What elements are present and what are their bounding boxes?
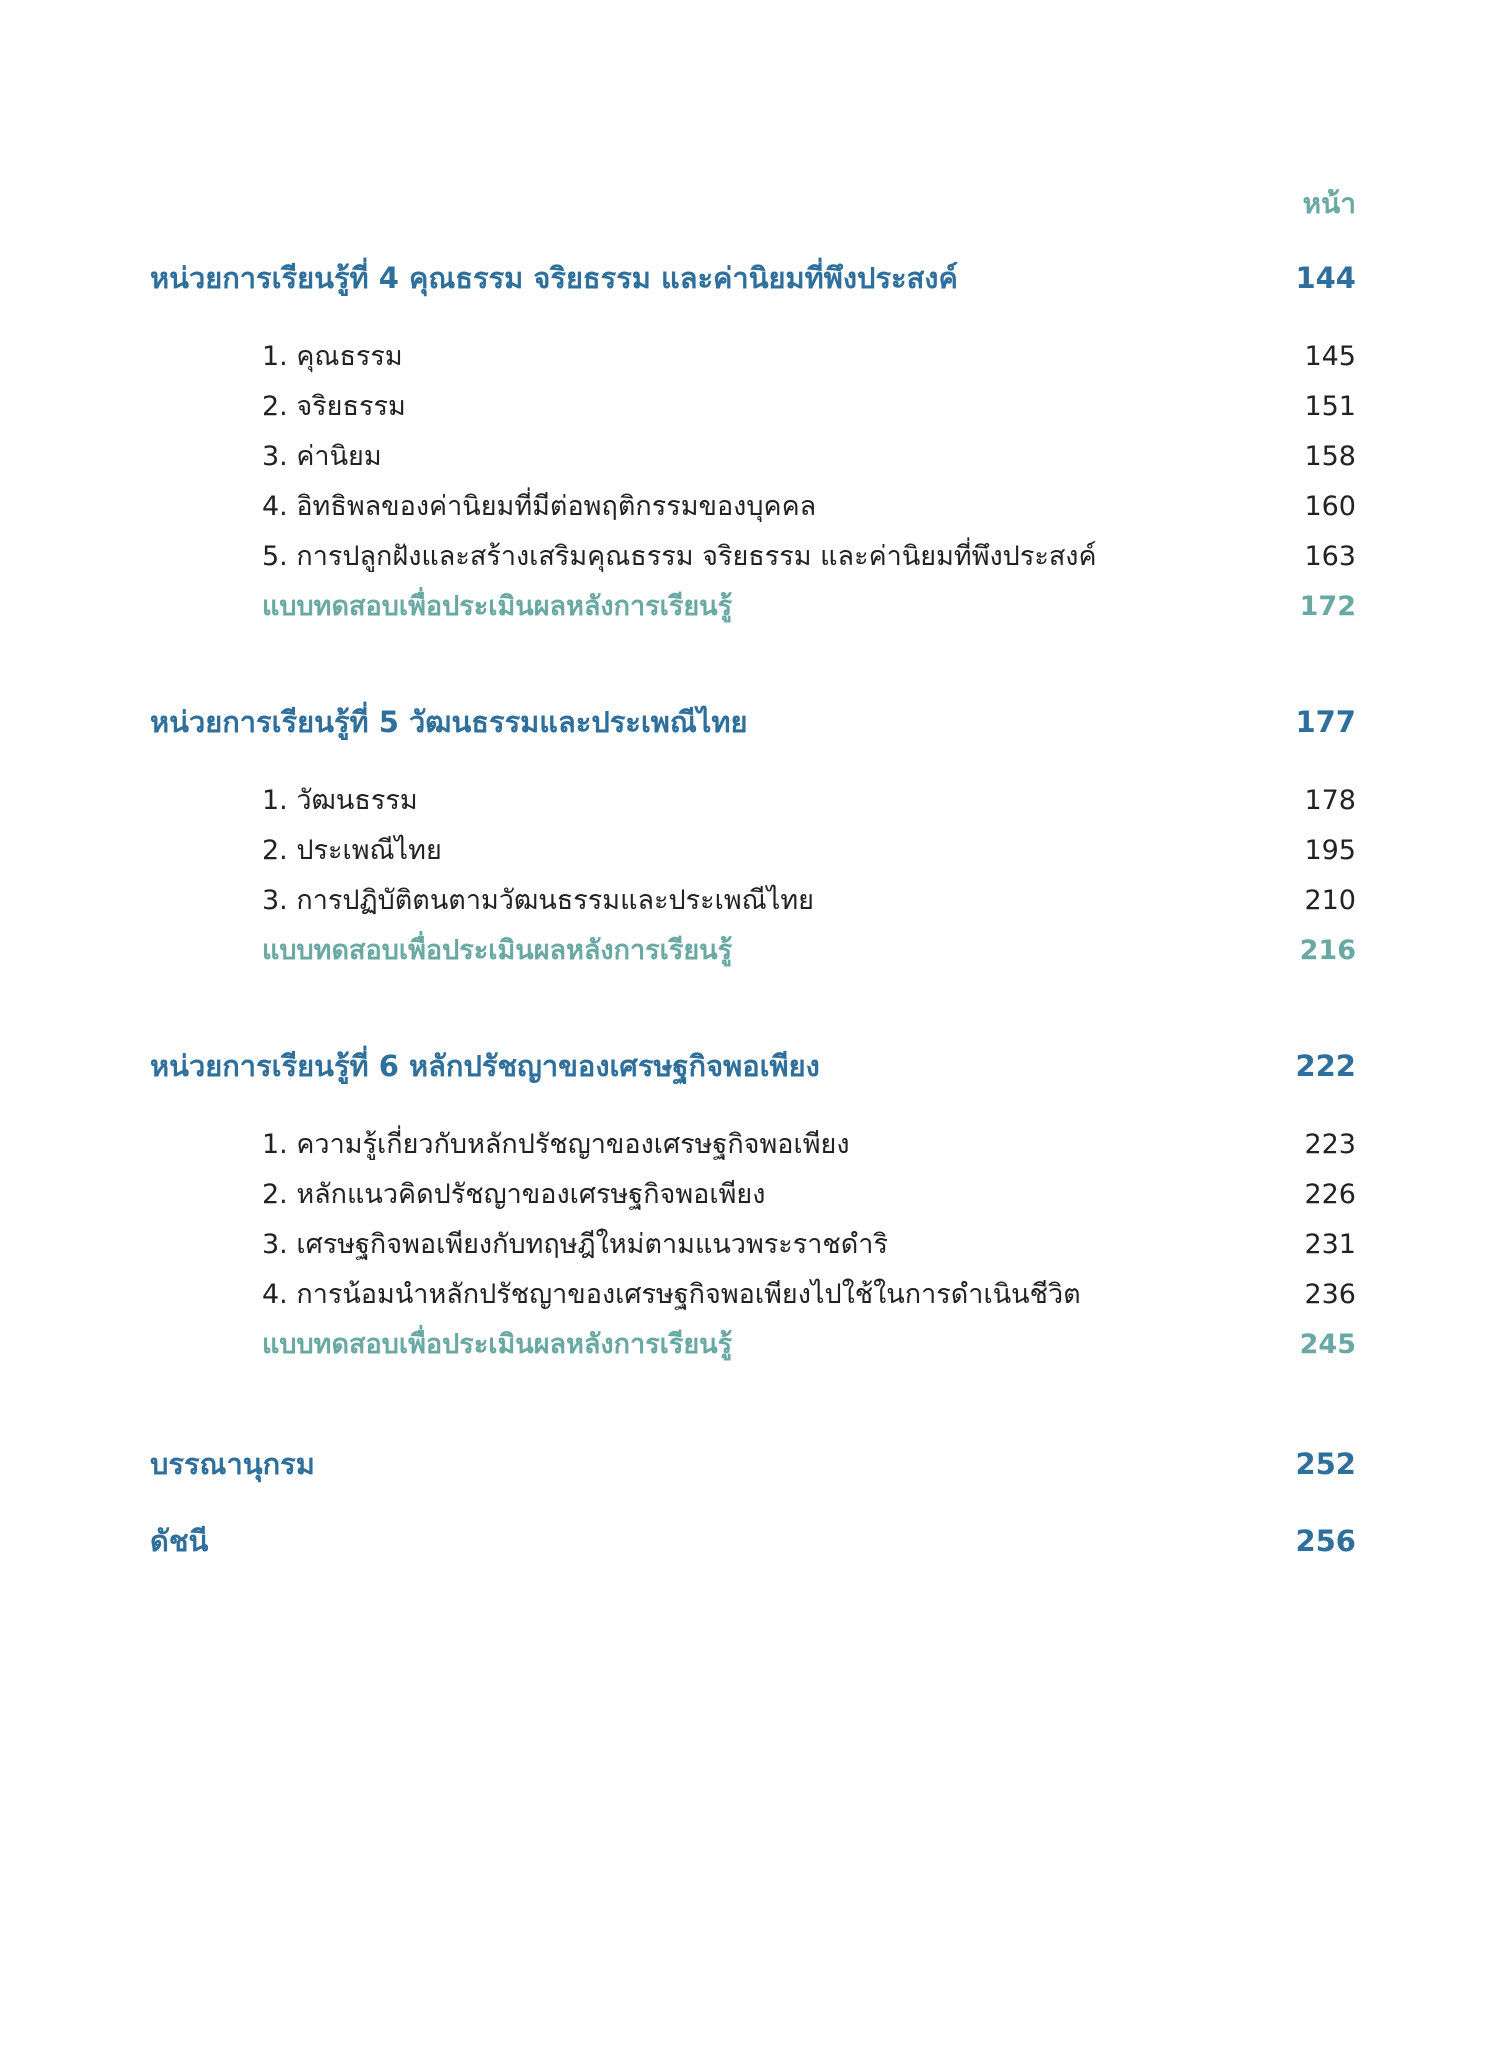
toc-item-label: 5. การปลูกฝังและสร้างเสริมคุณธรรม จริยธรรม และค่านิยมที่พึงประสงค์ [262, 541, 1097, 572]
toc-item-label: 4. การน้อมนำหลักปรัชญาของเศรษฐกิจพอเพียงไปใช้ในการดำเนินชีวิต [262, 1279, 1081, 1310]
toc-item-page: 151 [1304, 391, 1356, 422]
bibliography-label: บรรณานุกรม [150, 1447, 315, 1481]
unit-test-entry[interactable] [262, 928, 1356, 971]
toc-item[interactable] [262, 828, 1356, 871]
unit-page: 144 [1295, 261, 1356, 295]
toc-item-page: 163 [1304, 541, 1356, 572]
toc-item-label: 2. จริยธรรม [262, 391, 406, 422]
toc-item-label: 3. เศรษฐกิจพอเพียงกับทฤษฎีใหม่ตามแนวพระราชดำริ [262, 1229, 888, 1260]
unit-heading[interactable] [150, 699, 1356, 745]
toc-item-page: 231 [1304, 1229, 1356, 1260]
toc-item[interactable] [262, 484, 1356, 527]
toc-item-page: 160 [1304, 491, 1356, 522]
toc-item-label: 1. คุณธรรม [262, 341, 403, 372]
toc-item[interactable] [262, 1272, 1356, 1315]
test-page: 172 [1299, 591, 1356, 622]
toc-item-page: 226 [1304, 1179, 1356, 1210]
bibliography-entry[interactable] [150, 1441, 1356, 1487]
toc-item[interactable] [262, 1122, 1356, 1165]
unit-page: 222 [1295, 1049, 1356, 1083]
toc-item-page: 195 [1304, 835, 1356, 866]
toc-item[interactable] [262, 1222, 1356, 1265]
unit-page: 177 [1295, 705, 1356, 739]
unit-title: หน่วยการเรียนรู้ที่ 6 หลักปรัชญาของเศรษฐกิจพอเพียง [150, 1049, 820, 1083]
toc-item-page: 210 [1304, 885, 1356, 916]
unit-title: หน่วยการเรียนรู้ที่ 4 คุณธรรม จริยธรรม และค่านิยมที่พึงประสงค์ [150, 261, 958, 295]
toc-item-page: 178 [1304, 785, 1356, 816]
toc-item-label: 2. หลักแนวคิดปรัชญาของเศรษฐกิจพอเพียง [262, 1179, 766, 1210]
test-page: 245 [1299, 1329, 1356, 1360]
toc-item-label: 4. อิทธิพลของค่านิยมที่มีต่อพฤติกรรมของบุคคล [262, 491, 817, 522]
toc-item-label: 2. ประเพณีไทย [262, 835, 442, 866]
test-label: แบบทดสอบเพื่อประเมินผลหลังการเรียนรู้ [262, 1329, 733, 1360]
test-label: แบบทดสอบเพื่อประเมินผลหลังการเรียนรู้ [262, 935, 733, 966]
test-label: แบบทดสอบเพื่อประเมินผลหลังการเรียนรู้ [262, 591, 733, 622]
toc-item-page: 236 [1304, 1279, 1356, 1310]
toc-item-page: 223 [1304, 1129, 1356, 1160]
toc-item-label: 1. วัฒนธรรม [262, 785, 418, 816]
toc-item-label: 3. ค่านิยม [262, 441, 382, 472]
toc-item[interactable] [262, 384, 1356, 427]
toc-item[interactable] [262, 434, 1356, 477]
test-page: 216 [1299, 935, 1356, 966]
unit-heading[interactable] [150, 255, 1356, 301]
toc-item[interactable] [262, 778, 1356, 821]
toc-item[interactable] [262, 534, 1356, 577]
toc-item-label: 3. การปฏิบัติตนตามวัฒนธรรมและประเพณีไทย [262, 885, 814, 916]
toc-item-page: 145 [1304, 341, 1356, 372]
toc-item[interactable] [262, 1172, 1356, 1215]
toc-item-page: 158 [1304, 441, 1356, 472]
toc-item[interactable] [262, 334, 1356, 377]
unit-test-entry[interactable] [262, 1322, 1356, 1365]
index-page: 256 [1295, 1524, 1356, 1558]
toc-item-label: 1. ความรู้เกี่ยวกับหลักปรัชญาของเศรษฐกิจพอเพียง [262, 1129, 850, 1160]
unit-title: หน่วยการเรียนรู้ที่ 5 วัฒนธรรมและประเพณีไทย [150, 705, 748, 739]
toc-item[interactable] [262, 878, 1356, 921]
bibliography-page: 252 [1295, 1447, 1356, 1481]
page-label: หน้า [1302, 187, 1356, 220]
index-entry[interactable] [150, 1518, 1356, 1564]
unit-heading[interactable] [150, 1043, 1356, 1089]
unit-test-entry[interactable] [262, 584, 1356, 627]
index-label: ดัชนี [150, 1524, 209, 1558]
